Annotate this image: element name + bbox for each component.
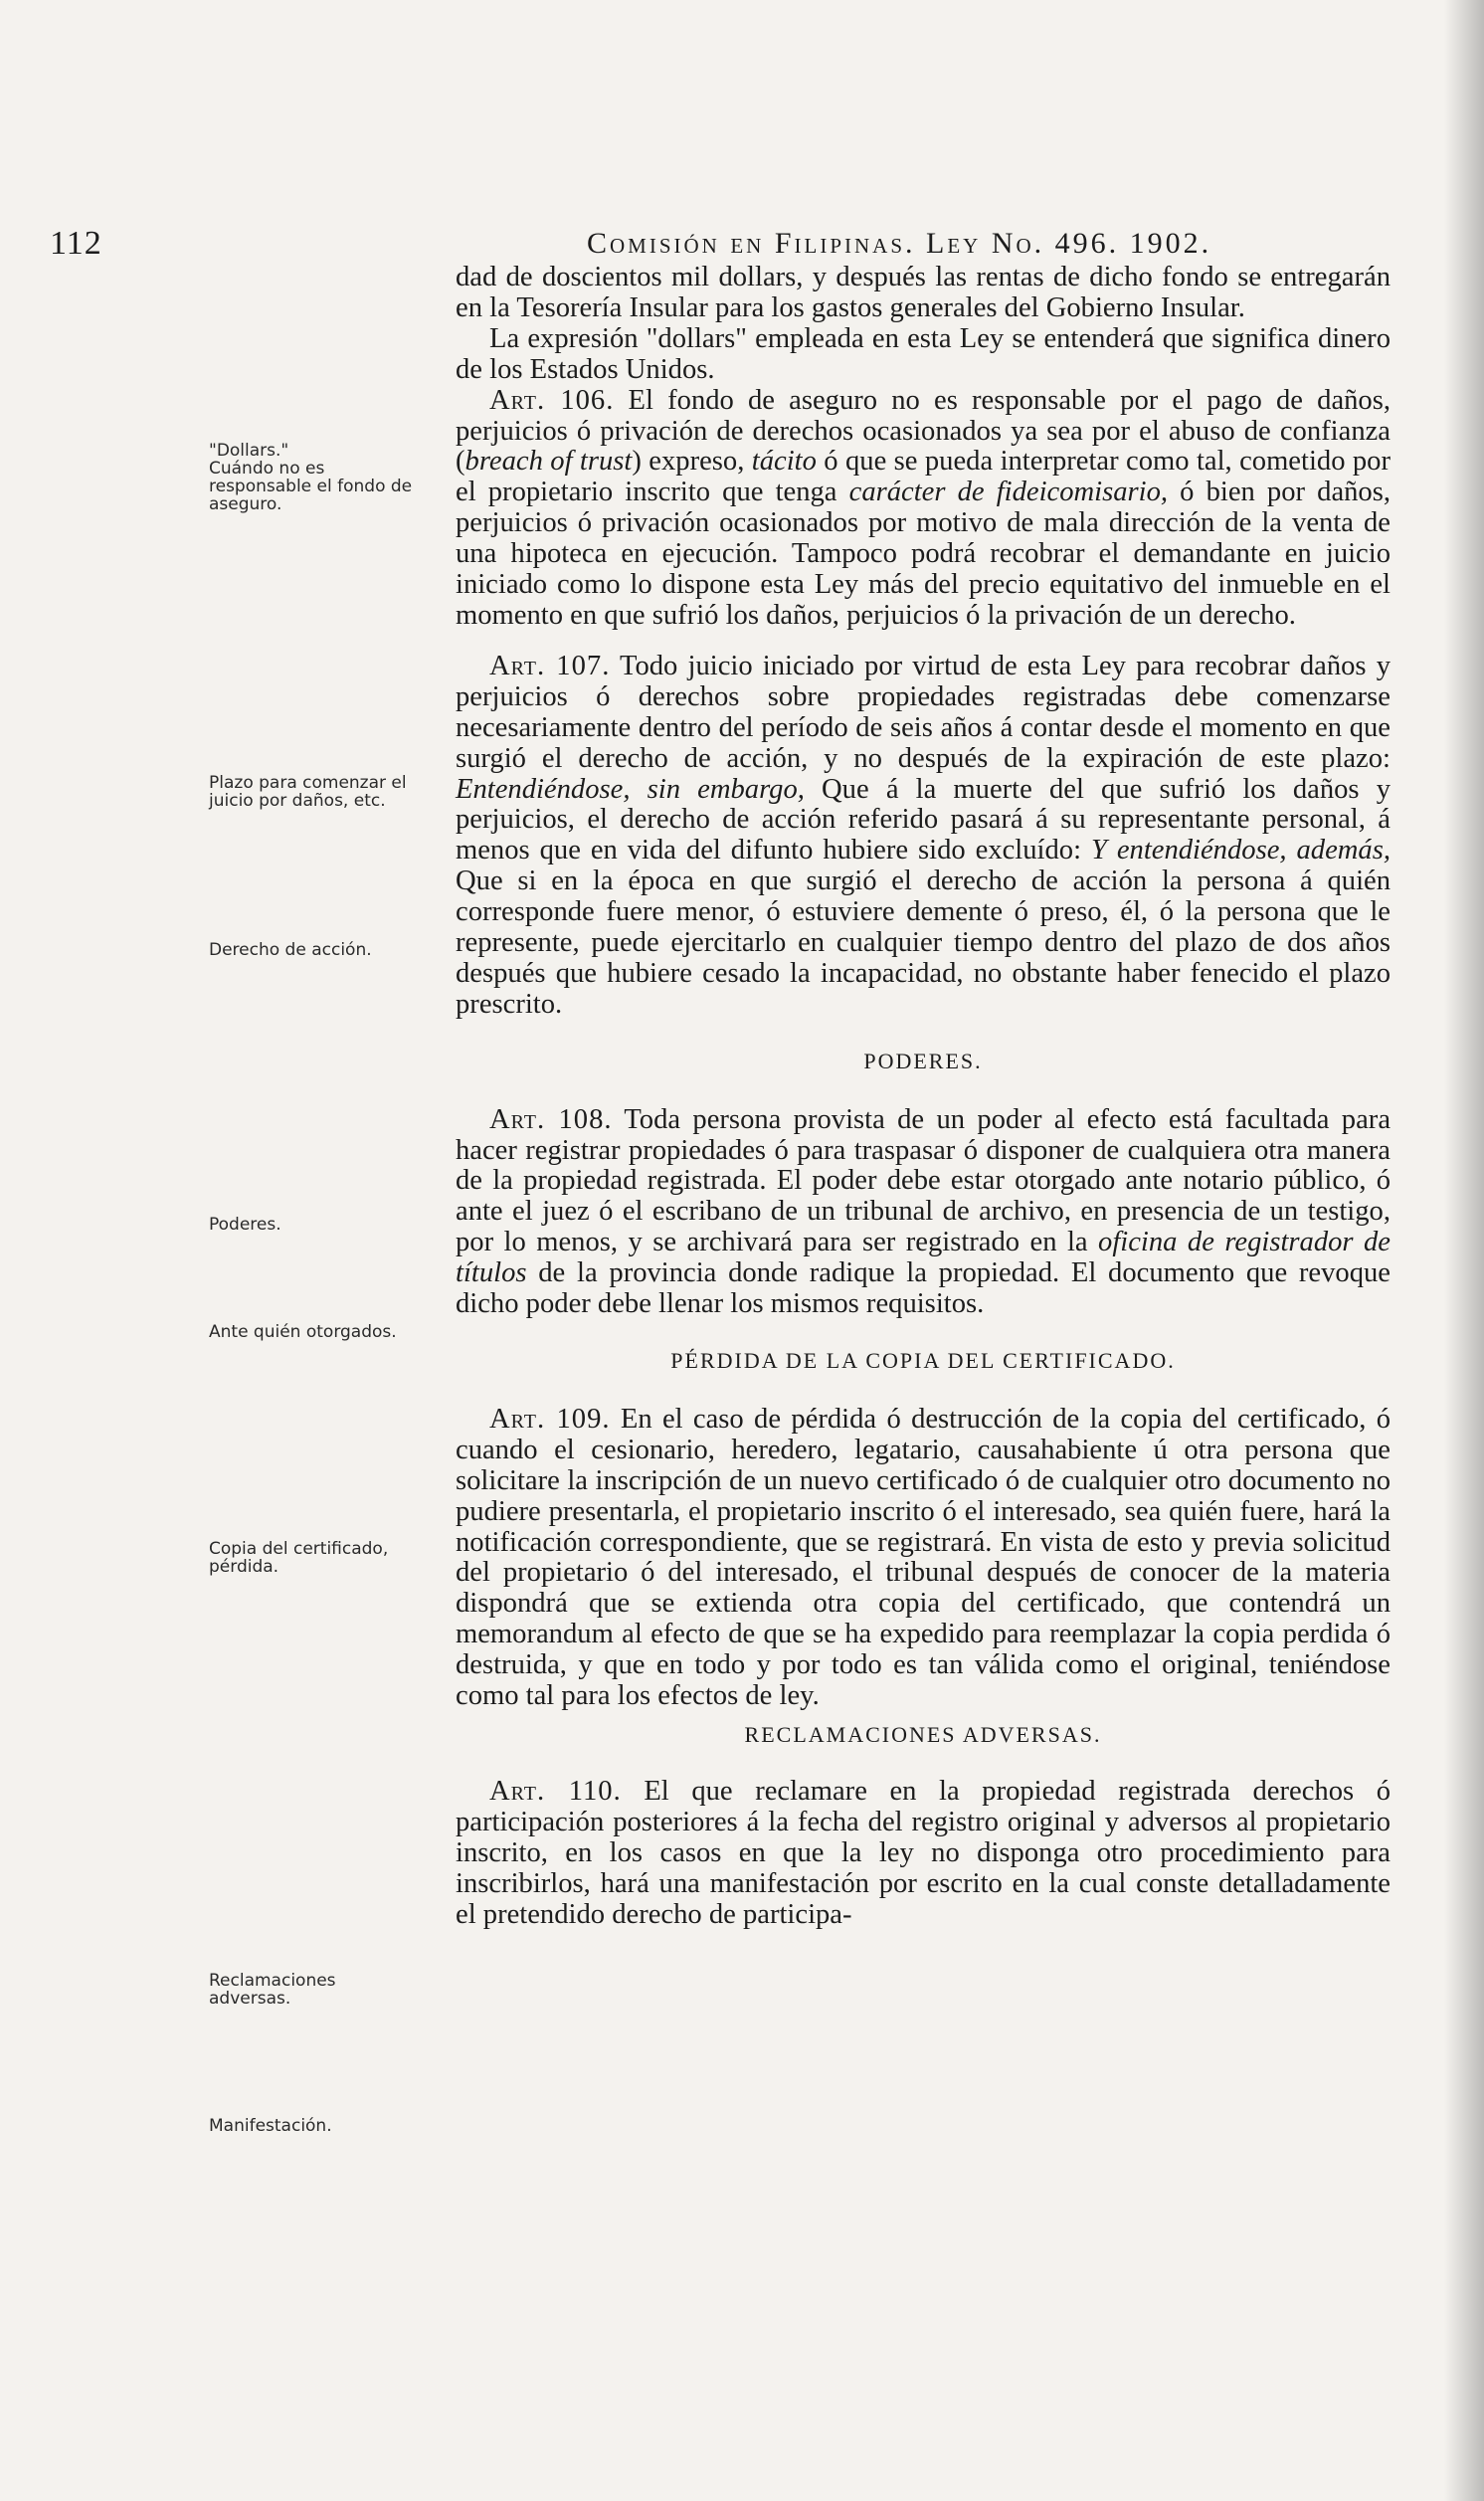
article-106: Art. 106. El fondo de aseguro no es responsable por el pago de daños, perjuicios ó privación de derechos ocasionados ya sea por el abuso de confianza (breach of trust) expreso, tácito ó que se pueda interpretar como tal, cometido por el propietario inscrito que tenga carácter de fideicomisario, ó bien por daños, perjuicios ó privación ocasionados por motivo de mala dirección de la venta de una hipoteca en ejecución. Tampoco podrá recobrar el demandante en juicio iniciado como lo dispone esta Ley más del precio equitativo del inmueble en el momento en que sufrió los daños, perjuicios ó la privación de un derecho. <box>456 384 1391 631</box>
article-110: Art. 110. El que reclamare en la propiedad registrada derechos ó participación posteriores á la fecha del registro original y adversos al propietario inscrito, en los casos en que la ley no disponga otro procedimiento para inscribirlos, hará una manifestación por escrito en la cual conste detalladamente el pretendido derecho de participa- <box>456 1775 1391 1930</box>
margin-note-ante-quien: Ante quién otorgados. <box>209 1322 397 1342</box>
margin-note-poderes: Poderes. <box>209 1215 281 1235</box>
section-heading-reclamaciones: RECLAMACIONES ADVERSAS. <box>744 1721 1102 1747</box>
margin-note-fondo-aseguro: Cuándo no es responsable el fondo de aseguro. <box>209 459 413 514</box>
margin-note-copia-certificado: Copia del certificado, pérdida. <box>209 1539 389 1577</box>
article-108: Art. 108. Toda persona provista de un poder al efecto está facultada para hacer registrar propiedades ó para traspasar ó disponer de cualquiera otra manera de la propiedad registrada. El poder debe estar otorgado ante notario público, ó ante el juez ó el escribano de un tribunal de archivo, en presencia de un testigo, por lo menos, y se archivará para ser registrado en la oficina de registrador de títulos de la provincia donde radique la propiedad. El documento que revoque dicho poder debe llenar los mismos requisitos. <box>456 1103 1391 1320</box>
margin-note-dollars: "Dollars." <box>209 441 289 461</box>
article-110-label: Art. 110. <box>489 1775 622 1807</box>
page-number: 112 <box>50 225 102 262</box>
section-heading-perdida: PÉRDIDA DE LA COPIA DEL CERTIFICADO. <box>670 1348 1176 1373</box>
margin-note-manifestacion: Manifestación. <box>209 2116 332 2136</box>
margin-note-reclamaciones: Reclamaciones adversas. <box>209 1971 336 2009</box>
page-edge-shadow <box>1444 0 1484 2501</box>
section-heading-poderes: PODERES. <box>863 1048 983 1073</box>
article-106-label: Art. 106. <box>489 384 615 416</box>
margin-note-derecho-accion: Derecho de acción. <box>209 940 372 960</box>
article-109-label: Art. 109. <box>489 1403 611 1435</box>
article-108-label: Art. 108. <box>489 1103 613 1135</box>
paragraph-continuation: dad de doscientos mil dollars, y después las rentas de dicho fondo se entregarán en la Tesorería Insular para los gastos generales del Gobierno Insular. <box>456 262 1391 323</box>
article-109: Art. 109. En el caso de pérdida ó destrucción de la copia del certificado, ó cuando el cesionario, heredero, legatario, causahabiente ú otra persona que solicitare la inscripción de un nuevo certificado ó de cualquier otro documento no pudiere presentarla, el propietario inscrito ó el interesado, sea quién fuere, hará la notificación correspondiente, que se registrará. En vista de esto y previa solicitud del propietario ó del interesado, el tribunal después de conocer de la materia dispondrá que se extienda otra copia del certificado, que contendrá un memorandum al efecto de que se ha expedido para reemplazar la copia perdida ó destruida, y que en todo y por todo es tan válida como el original, teniéndose como tal para los efectos de ley. <box>456 1403 1391 1712</box>
paragraph-dollars: La expresión "dollars" empleada en esta Ley se entenderá que significa dinero de los Estados Unidos. <box>456 322 1391 385</box>
main-text <box>456 263 1391 1930</box>
margin-note-plazo: Plazo para comenzar el juicio por daños, etc. <box>209 773 407 811</box>
article-107-label: Art. 107. <box>489 650 611 681</box>
running-head: Comisión en Filipinas. Ley No. 496. 1902. <box>587 227 1212 260</box>
article-107: Art. 107. Todo juicio iniciado por virtud de esta Ley para recobrar daños y perjuicios ó derechos sobre propiedades registradas debe comenzarse necesariamente dentro del período de seis años á contar desde el momento en que surgió el derecho de acción, y no después de la expiración de este plazo: Entendiéndose, sin embargo, Que á la muerte del que sufrió los daños y perjuicios, el derecho de acción referido pasará á su representante personal, á menos que en vida del difunto hubiere sido excluído: Y entendiéndose, además, Que si en la época en que surgió el derecho de acción la persona á quién corresponde fuere menor, ó estuviere demente ó preso, él, ó la persona que le represente, puede ejercitarlo en cualquier tiempo dentro del plazo de dos años después que hubiere cesado la incapacidad, no obstante haber fenecido el plazo prescrito. <box>456 650 1391 1020</box>
